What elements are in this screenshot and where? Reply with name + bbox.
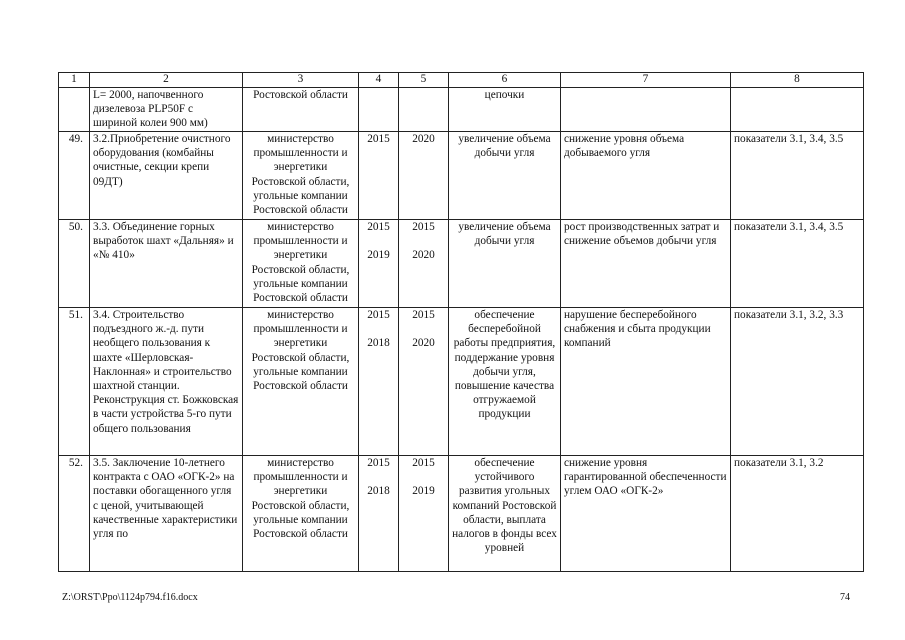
year-value: 2018 — [367, 337, 390, 350]
header-cell: 6 — [449, 73, 561, 88]
measure-name-cell: L= 2000, напочвенного дизелевоза PLP50F с шириной колеи 900 мм) — [90, 88, 243, 132]
consequence-cell: снижение уровня гарантированной обеспеченности углем ОАО «ОГК-2» — [561, 456, 731, 572]
row-number-cell: 52. — [59, 456, 90, 572]
year-value: 2015 — [412, 457, 435, 469]
year-value: 2015 — [367, 457, 390, 469]
expected-result-cell: увеличение объема добычи угля — [449, 132, 561, 220]
measure-name-cell: 3.5. Заключение 10-летнего контракта с ОАО «ОГК-2» на поставки обогащенного угля с ценой, учитывающей качественные характеристики угля по — [90, 456, 243, 572]
measure-name-cell: 3.3. Объединение горных выработок шахт «Дальняя» и «№ 410» — [90, 220, 243, 308]
year-gap — [402, 470, 445, 484]
table-row — [59, 220, 864, 308]
table-row — [59, 132, 864, 220]
row-number-cell — [59, 88, 90, 132]
expected-result-cell: обеспечение бесперебойной работы предприятия, поддержание уровня добычи угля, повышение качества отгружаемой продукции — [449, 308, 561, 456]
consequence-cell: снижение уровня объема добываемого угля — [561, 132, 731, 220]
header-cell: 7 — [561, 73, 731, 88]
table-body — [59, 73, 864, 572]
year-gap — [362, 234, 395, 248]
row-number-cell: 50. — [59, 220, 90, 308]
table-header-row — [59, 73, 864, 88]
year-value: 2015 — [412, 309, 435, 321]
indicator-link-cell — [731, 88, 864, 132]
executor-cell: министерство промышленности и энергетики Ростовской области, угольные компании Ростовской области — [243, 132, 359, 220]
header-cell: 8 — [731, 73, 864, 88]
year-value: 2020 — [412, 249, 435, 262]
year-value: 2018 — [367, 485, 390, 498]
row-number-cell: 49. — [59, 132, 90, 220]
measure-name-cell: 3.4. Строительство подъездного ж.-д. пути необщего пользования к шахте «Шерловская-Наклонная» и строительство шахтной станции. Реконструкция ст. Божковская в части устройства 5-го пути общего пользования — [90, 308, 243, 456]
expected-result-cell: увеличение объема добычи угля — [449, 220, 561, 308]
measures-table — [58, 72, 864, 572]
year-value: 2015 — [367, 309, 390, 321]
year-value: 2015 — [367, 133, 390, 145]
year-value: 2015 — [412, 221, 435, 233]
year-gap — [402, 322, 445, 336]
executor-cell: Ростовской области — [243, 88, 359, 132]
year-value: 2015 — [367, 221, 390, 233]
table-row — [59, 88, 864, 132]
start-year-cell — [359, 456, 399, 572]
file-path: Z:\ORST\Ppo\1124p794.f16.docx — [62, 592, 198, 603]
header-cell: 3 — [243, 73, 359, 88]
end-year-cell — [399, 308, 449, 456]
indicator-link-cell: показатели 3.1, 3.2, 3.3 — [731, 308, 864, 456]
measure-name-cell: 3.2.Приобретение очистного оборудования (комбайны очистные, секции крепи 09ДТ) — [90, 132, 243, 220]
table-row — [59, 308, 864, 456]
end-year-cell — [399, 456, 449, 572]
table-row — [59, 456, 864, 572]
row-number-cell: 51. — [59, 308, 90, 456]
header-cell: 5 — [399, 73, 449, 88]
consequence-cell: рост производственных затрат и снижение объемов добычи угля — [561, 220, 731, 308]
header-cell: 1 — [59, 73, 90, 88]
start-year-cell — [359, 132, 399, 220]
header-cell: 4 — [359, 73, 399, 88]
year-value: 2020 — [412, 337, 435, 350]
indicator-link-cell: показатели 3.1, 3.4, 3.5 — [731, 132, 864, 220]
executor-cell: министерство промышленности и энергетики Ростовской области, угольные компании Ростовской области — [243, 220, 359, 308]
year-value: 2020 — [412, 133, 435, 145]
end-year-cell — [399, 132, 449, 220]
end-year-cell — [399, 220, 449, 308]
executor-cell: министерство промышленности и энергетики Ростовской области, угольные компании Ростовской области — [243, 456, 359, 572]
year-value: 2019 — [412, 485, 435, 498]
expected-result-cell: обеспечение устойчивого развития угольных компаний Ростовской области, выплата налогов в фонды всех уровней — [449, 456, 561, 572]
indicator-link-cell: показатели 3.1, 3.4, 3.5 — [731, 220, 864, 308]
executor-cell: министерство промышленности и энергетики Ростовской области, угольные компании Ростовской области — [243, 308, 359, 456]
year-gap — [402, 234, 445, 248]
start-year-cell — [359, 88, 399, 132]
header-cell: 2 — [90, 73, 243, 88]
end-year-cell — [399, 88, 449, 132]
consequence-cell: нарушение бесперебойного снабжения и сбыта продукции компаний — [561, 308, 731, 456]
year-value: 2019 — [367, 249, 390, 262]
start-year-cell — [359, 220, 399, 308]
page-number: 74 — [840, 592, 850, 603]
indicator-link-cell: показатели 3.1, 3.2 — [731, 456, 864, 572]
year-gap — [362, 322, 395, 336]
expected-result-cell: цепочки — [449, 88, 561, 132]
year-gap — [362, 470, 395, 484]
consequence-cell — [561, 88, 731, 132]
start-year-cell — [359, 308, 399, 456]
